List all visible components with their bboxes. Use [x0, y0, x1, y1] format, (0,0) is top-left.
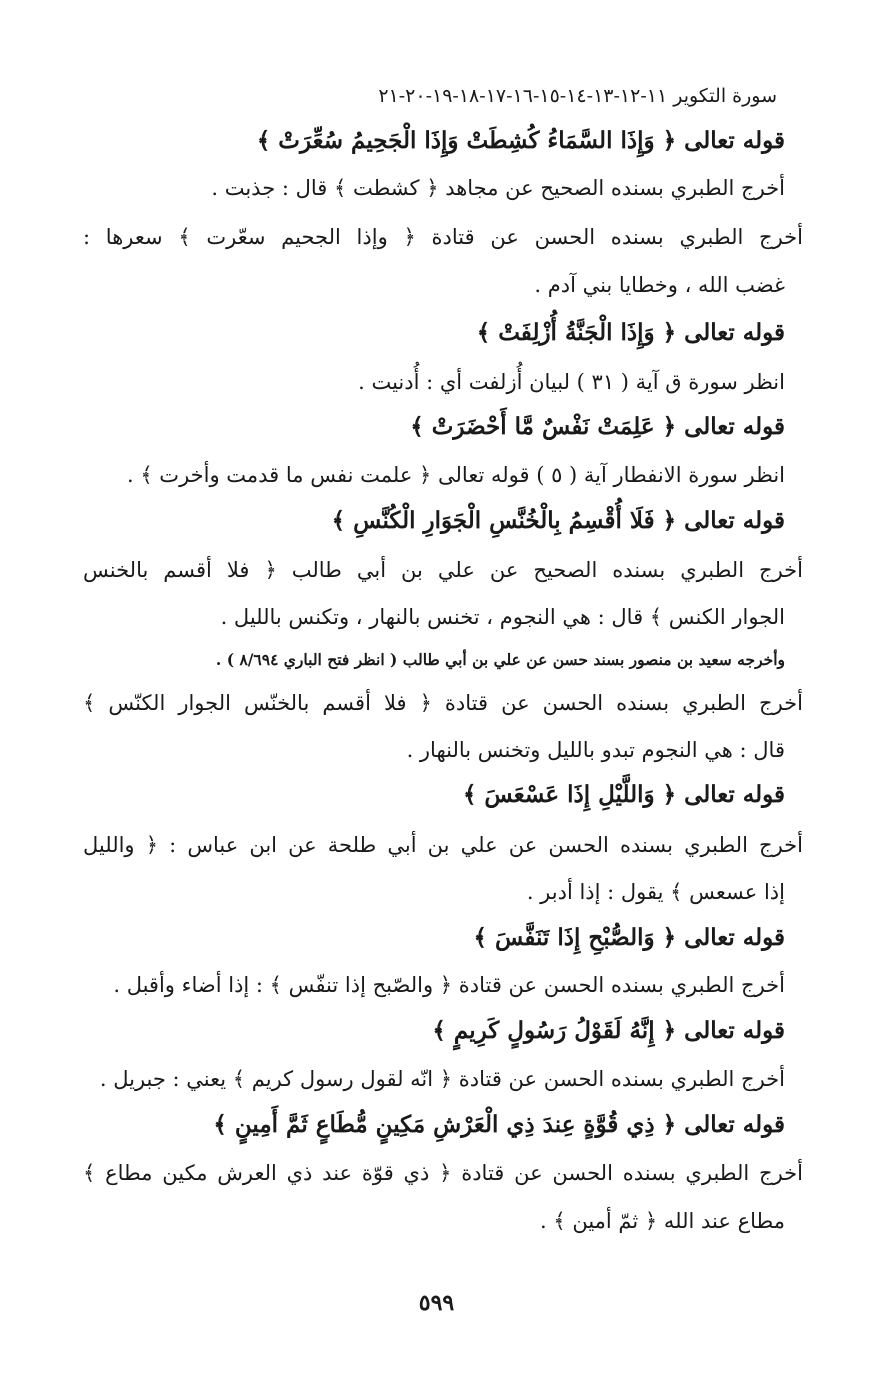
heading-verse-18: قوله تعالى ﴿ وَالصُّبْحِ إِذَا تَنَفَّسَ ﴾ [473, 924, 785, 951]
paragraph-line: أخرج الطبري بسنده الحسن عن قتادة ﴿ فلا أقسم بالخنّس الجوار الكنّس ﴾ [83, 691, 803, 715]
paragraph-line: غضب الله ، وخطايا بني آدم . [534, 273, 785, 297]
paragraph-line: أخرج الطبري بسنده الحسن عن علي بن أبي طلحة عن ابن عباس : ﴿ والليل [83, 833, 803, 857]
paragraph-line: أخرج الطبري بسنده الحسن عن قتادة ﴿ وإذا الجحيم سعّرت ﴾ سعرها : [83, 225, 803, 249]
heading-verse-14: قوله تعالى ﴿ عَلِمَتْ نَفْسٌ مَّا أَحْضَرَتْ ﴾ [410, 413, 785, 440]
running-header: سورة التكوير ١١-١٢-١٣-١٤-١٥-١٦-١٧-١٨-١٩-٢٠-٢١ [378, 85, 777, 107]
paragraph-line: إذا عسعس ﴾ يقول : إذا أدبر . [526, 880, 785, 904]
paragraph-line: أخرج الطبري بسنده الحسن عن قتادة ﴿ والصّبح إذا تنفّس ﴾ : إذا أضاء وأقبل . [113, 973, 785, 997]
paragraph-line: الجوار الكنس ﴾ قال : هي النجوم ، تخنس بالنهار ، وتكنس بالليل . [220, 605, 785, 629]
footnote-line: وأخرجه سعيد بن منصور بسند حسن عن علي بن أبي طالب ( انظر فتح الباري ٨/٦٩٤ ) . [215, 650, 785, 669]
heading-verse-19: قوله تعالى ﴿ إِنَّهُ لَقَوْلُ رَسُولٍ كَرِيمٍ ﴾ [432, 1017, 785, 1044]
heading-verse-17: قوله تعالى ﴿ وَاللَّيْلِ إِذَا عَسْعَسَ ﴾ [462, 781, 785, 808]
heading-verse-13: قوله تعالى ﴿ وَإِذَا الْجَنَّةُ أُزْلِفَتْ ﴾ [476, 319, 785, 346]
paragraph-line: أخرج الطبري بسنده الصحيح عن علي بن أبي طالب ﴿ فلا أقسم بالخنس [83, 558, 803, 582]
paragraph-line: انظر سورة ق آية ( ٣١ ) لبيان أُزلفت أي : أُدنيت . [358, 370, 785, 394]
paragraph-line: انظر سورة الانفطار آية ( ٥ ) قوله تعالى ﴿ علمت نفس ما قدمت وأخرت ﴾ . [126, 463, 785, 487]
page-number: ٥٩٩ [418, 1290, 455, 1316]
paragraph-line: مطاع عند الله ﴿ ثمّ أمين ﴾ . [540, 1209, 785, 1233]
paragraph-line: أخرج الطبري بسنده الصحيح عن مجاهد ﴿ كشطت ﴾ قال : جذبت . [211, 176, 785, 200]
paragraph-line: أخرج الطبري بسنده الحسن عن قتادة ﴿ ذي قوّة عند ذي العرش مكين مطاع ﴾ [83, 1161, 803, 1185]
heading-verse-20-21: قوله تعالى ﴿ ذِي قُوَّةٍ عِندَ ذِي الْعَرْشِ مَكِينٍ مُّطَاعٍ ثَمَّ أَمِينٍ ﴾ [213, 1111, 785, 1138]
heading-verse-11-12: قوله تعالى ﴿ وَإِذَا السَّمَاءُ كُشِطَتْ وَإِذَا الْجَحِيمُ سُعِّرَتْ ﴾ [256, 127, 785, 154]
paragraph-line: قال : هي النجوم تبدو بالليل وتخنس بالنهار . [406, 738, 785, 762]
paragraph-line: أخرج الطبري بسنده الحسن عن قتادة ﴿ انّه لقول رسول كريم ﴾ يعني : جبريل . [99, 1067, 785, 1091]
heading-verse-15-16: قوله تعالى ﴿ فَلَا أُقْسِمُ بِالْخُنَّسِ الْجَوَارِ الْكُنَّسِ ﴾ [331, 507, 785, 534]
